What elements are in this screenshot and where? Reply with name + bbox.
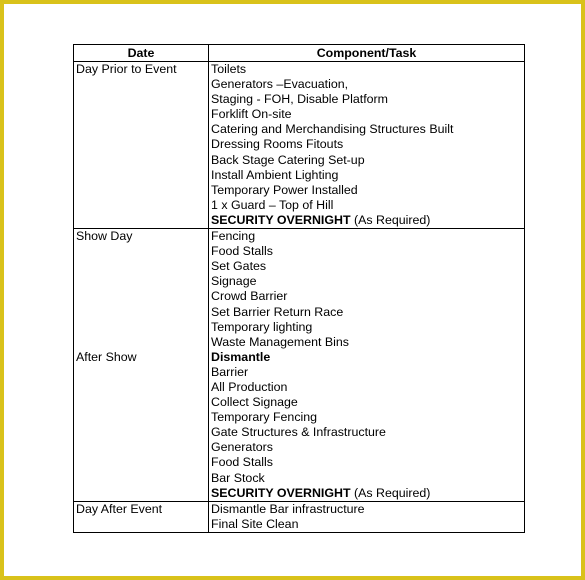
security-label: SECURITY OVERNIGHT — [211, 485, 351, 500]
security-note: (As Required) — [350, 485, 431, 500]
table-row — [74, 501, 525, 532]
task-item: Waste Management Bins — [211, 334, 349, 349]
task-item: Fencing — [211, 229, 256, 244]
task-item: Barrier — [211, 364, 249, 379]
task-item: 1 x Guard – Top of Hill — [211, 197, 334, 212]
task-cell — [209, 229, 525, 502]
dismantle-heading: Dismantle — [211, 349, 271, 364]
task-item: Final Site Clean — [211, 516, 299, 531]
task-item: Temporary Power Installed — [211, 182, 358, 197]
task-item: Dismantle Bar infrastructure — [211, 501, 365, 516]
task-item: Back Stage Catering Set-up — [211, 152, 365, 167]
task-item: Dressing Rooms Fitouts — [211, 137, 344, 152]
task-item: Staging - FOH, Disable Platform — [211, 92, 388, 107]
task-item: Temporary lighting — [211, 319, 313, 334]
task-item: Food Stalls — [211, 244, 273, 259]
security-label: SECURITY OVERNIGHT — [211, 212, 351, 227]
table-header-row — [74, 45, 525, 62]
task-item: Catering and Merchandising Structures Built — [211, 122, 454, 137]
task-item: Generators — [211, 440, 273, 455]
date-cell — [74, 62, 209, 229]
task-item: All Production — [211, 379, 288, 394]
task-item: Bar Stock — [211, 470, 265, 485]
task-item: Signage — [211, 274, 257, 289]
task-cell — [209, 62, 525, 229]
task-item: Forklift On-site — [211, 107, 292, 122]
table-row — [74, 229, 525, 502]
task-cell — [209, 501, 525, 532]
date-cell — [74, 501, 209, 532]
table-row — [74, 62, 525, 229]
task-item: Generators –Evacuation, — [211, 77, 349, 92]
task-column-header: Component/Task — [209, 45, 525, 62]
date-label: Show Day — [76, 229, 133, 244]
event-schedule-table — [73, 44, 525, 533]
date-label: Day Prior to Event — [76, 62, 177, 76]
task-item: Crowd Barrier — [211, 289, 288, 304]
task-item: Set Barrier Return Race — [211, 304, 344, 319]
task-item: Temporary Fencing — [211, 410, 318, 425]
security-item — [211, 213, 524, 228]
task-item: Toilets — [211, 62, 247, 76]
task-item: Gate Structures & Infrastructure — [211, 425, 386, 440]
date-column-header: Date — [74, 45, 209, 62]
task-item: Install Ambient Lighting — [211, 167, 339, 182]
date-label: Day After Event — [76, 501, 163, 516]
task-item: Set Gates — [211, 259, 267, 274]
security-item — [211, 486, 524, 501]
date-cell — [74, 229, 209, 502]
date-label: After Show — [76, 349, 137, 364]
security-note: (As Required) — [350, 212, 431, 227]
task-item: Collect Signage — [211, 395, 298, 410]
task-item: Food Stalls — [211, 455, 273, 470]
